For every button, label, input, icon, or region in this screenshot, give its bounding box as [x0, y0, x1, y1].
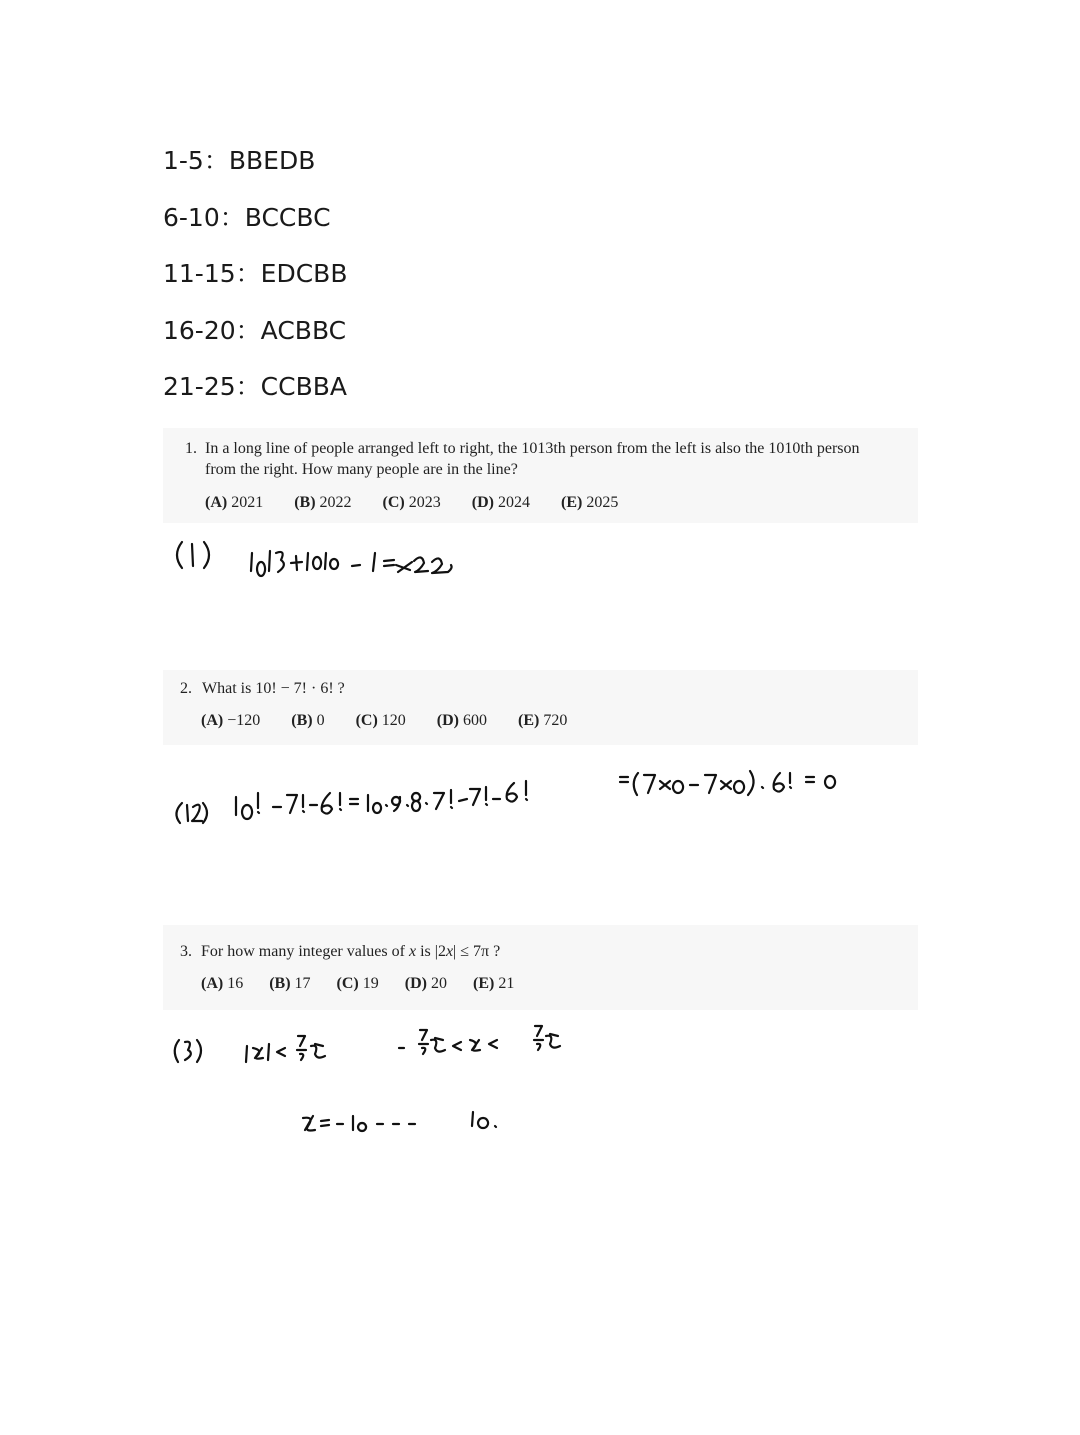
answer-key: [163, 140, 347, 423]
choice-b: [294, 494, 351, 512]
hw-stroke: [790, 773, 791, 788]
answer-range: 1-5: [163, 146, 204, 175]
problem-text-line: In a long line of people arranged left to right, the 1013th person from the left is also the 1010th person: [205, 440, 860, 457]
hw-stroke: [526, 781, 527, 800]
hw-stroke: [277, 1048, 285, 1056]
choice-e: [473, 975, 514, 993]
hw-stroke: [325, 553, 326, 569]
hw-stroke: [287, 795, 297, 813]
answer-line: [163, 140, 347, 197]
hw-stroke: [486, 787, 487, 805]
choice-value: 17: [294, 975, 311, 992]
hw-stroke: [396, 562, 412, 572]
choice-e: [561, 494, 618, 512]
hw-stroke: [420, 1030, 427, 1040]
choice-letter: (A): [201, 975, 224, 992]
hw-stroke: [673, 781, 683, 793]
choice-d: [472, 494, 530, 512]
choice-d: [405, 975, 447, 993]
hw-stroke: [303, 795, 304, 812]
hw-stroke: [251, 553, 252, 571]
problem-variable: x: [408, 943, 417, 960]
choice-letter: (C): [382, 494, 405, 511]
hw-stroke: [537, 1044, 540, 1050]
hw-stroke: [412, 793, 420, 811]
answer-line: [163, 366, 347, 423]
choice-value: 20: [430, 975, 447, 992]
hw-stroke: [175, 1040, 179, 1062]
problem-text-cont: [185, 459, 918, 480]
hw-stroke: [470, 789, 480, 805]
hw-stroke: [303, 1116, 315, 1131]
hw-stroke: [644, 775, 655, 793]
answer-line: [163, 310, 347, 367]
choice-letter: (E): [472, 975, 495, 992]
hw-stroke: [350, 799, 358, 804]
choice-value: 2023: [408, 494, 441, 511]
problem-text-line: | ≤ 7π ?: [453, 943, 501, 960]
choice-d: [437, 712, 487, 730]
choice-a: [201, 712, 260, 730]
choice-letter: (C): [355, 712, 378, 729]
hw-stroke: [307, 553, 308, 570]
hw-stroke: [721, 781, 731, 789]
hw-stroke: [313, 557, 321, 569]
hw-stroke: [268, 1044, 269, 1060]
hw-stroke: [434, 793, 444, 809]
hw-stroke: [177, 542, 182, 568]
answer-separator: ：: [219, 202, 245, 232]
choice-value: 2025: [586, 494, 619, 511]
problem-text: [180, 941, 918, 962]
handwritten-solution-3: [165, 1020, 585, 1140]
hw-stroke: [242, 805, 252, 819]
answer-choices: [185, 494, 918, 512]
answer-letters: CCBBA: [260, 372, 347, 401]
hw-stroke: [762, 787, 763, 788]
choice-letter: (D): [404, 975, 427, 992]
hw-stroke: [203, 803, 207, 823]
choice-value: 2021: [231, 494, 264, 511]
answer-separator: ：: [235, 315, 261, 345]
choice-c: [383, 494, 441, 512]
hw-stroke: [322, 793, 332, 814]
choice-value: 2022: [319, 494, 352, 511]
hw-stroke: [197, 1040, 201, 1062]
hw-stroke: [258, 793, 259, 813]
hw-stroke: [253, 1048, 263, 1059]
hw-stroke: [373, 553, 375, 571]
choice-b: [269, 975, 310, 993]
problem-3: [163, 925, 918, 1010]
hw-stroke: [384, 560, 394, 566]
answer-letters: BBEDB: [228, 146, 316, 175]
problem-text-line: For how many integer values of: [201, 943, 409, 960]
handwritten-solution-1: [170, 535, 500, 585]
answer-letters: BCCBC: [244, 202, 331, 232]
hw-stroke: [489, 1040, 497, 1048]
hw-stroke: [192, 544, 193, 566]
hw-stroke: [774, 773, 784, 792]
choice-letter: (A): [205, 494, 228, 511]
hw-stroke: [422, 1048, 425, 1054]
choice-value: 0: [316, 712, 325, 729]
hw-stroke: [453, 1042, 461, 1050]
choice-a: [205, 494, 263, 512]
problem-text-line: from the right. How many people are in the line?: [205, 461, 518, 478]
hw-stroke: [386, 805, 387, 806]
choice-letter: (E): [518, 712, 540, 729]
problem-variable: x: [445, 943, 454, 960]
hw-stroke: [373, 803, 381, 813]
answer-line: [163, 253, 347, 310]
hw-stroke: [507, 783, 517, 802]
choice-value: 120: [381, 712, 406, 729]
choice-letter: (E): [560, 494, 583, 511]
choice-e: [518, 712, 567, 730]
hw-stroke: [414, 557, 428, 572]
hw-stroke: [634, 773, 638, 795]
answer-separator: ：: [203, 146, 229, 175]
answer-separator: ：: [235, 259, 261, 288]
hw-stroke: [426, 803, 427, 804]
hw-stroke: [472, 1112, 473, 1126]
hw-stroke: [187, 805, 188, 821]
hw-stroke: [300, 1054, 303, 1060]
hw-stroke: [459, 799, 467, 801]
choice-value: 600: [463, 712, 488, 729]
problem-number: 3.: [180, 943, 192, 960]
choice-letter: (B): [269, 975, 291, 992]
hw-stroke: [321, 1120, 329, 1126]
hw-stroke: [478, 1118, 488, 1128]
hw-stroke: [535, 1026, 542, 1036]
hw-stroke: [330, 559, 338, 569]
problem-number: 1.: [185, 440, 197, 457]
hw-stroke: [431, 1038, 445, 1052]
handwritten-solution-2: [170, 755, 850, 835]
hw-stroke: [620, 777, 628, 782]
hw-stroke: [660, 781, 670, 789]
choice-value: 16: [227, 975, 244, 992]
hw-stroke: [204, 542, 209, 568]
problem-1: [163, 428, 918, 523]
choice-value: 19: [362, 975, 379, 992]
hw-stroke: [176, 803, 182, 823]
problem-text: [185, 438, 918, 459]
choice-letter: (D): [471, 494, 494, 511]
hw-stroke: [546, 1034, 560, 1048]
hw-stroke: [269, 551, 270, 571]
hw-stroke: [432, 558, 452, 573]
hw-stroke: [705, 775, 716, 793]
hw-stroke: [358, 1123, 366, 1131]
hw-stroke: [257, 562, 265, 576]
choice-letter: (B): [291, 712, 313, 729]
hw-stroke: [352, 565, 360, 566]
hw-stroke: [451, 790, 452, 808]
answer-range: 16-20: [163, 315, 236, 345]
hw-stroke: [734, 781, 744, 793]
choice-value: 720: [543, 712, 568, 729]
answer-range: 11-15: [163, 259, 236, 288]
choice-value: −120: [227, 712, 261, 729]
problem-number: 2.: [180, 680, 192, 697]
hw-stroke: [806, 777, 814, 782]
choice-a: [201, 975, 243, 993]
hw-stroke: [340, 793, 341, 810]
hw-stroke: [185, 1042, 191, 1060]
answer-line: [163, 197, 347, 254]
choice-c: [337, 975, 379, 993]
choice-b: [291, 712, 324, 730]
hw-stroke: [825, 776, 835, 788]
problem-text: [180, 678, 918, 699]
hw-stroke: [246, 1046, 247, 1062]
hw-stroke: [748, 771, 754, 795]
hw-stroke: [276, 552, 284, 572]
hw-stroke: [192, 805, 202, 821]
answer-choices: [180, 712, 918, 730]
choice-letter: (A): [201, 712, 224, 729]
choice-letter: (D): [436, 712, 460, 729]
hw-stroke: [311, 1044, 325, 1058]
problem-text-line: is |2: [416, 943, 446, 960]
answer-letters: EDCBB: [260, 259, 348, 288]
answer-letters: ACBBC: [260, 315, 347, 345]
hw-stroke: [298, 1036, 305, 1046]
answer-range: 21-25: [163, 372, 236, 401]
answer-separator: ：: [235, 372, 261, 401]
hw-stroke: [495, 1126, 496, 1127]
choice-value: 2024: [497, 494, 530, 511]
choice-value: 21: [498, 975, 515, 992]
problem-2: [163, 670, 918, 745]
answer-range: 6-10: [163, 202, 220, 232]
choice-letter: (B): [294, 494, 316, 511]
answer-choices: [180, 975, 918, 993]
choice-c: [356, 712, 406, 730]
hw-stroke: [392, 797, 400, 811]
hw-stroke: [470, 1040, 480, 1051]
hw-stroke: [407, 805, 408, 806]
hw-stroke: [291, 556, 302, 570]
choice-letter: (C): [336, 975, 359, 992]
problem-text-line: What is 10! − 7! · 6! ?: [202, 680, 345, 697]
